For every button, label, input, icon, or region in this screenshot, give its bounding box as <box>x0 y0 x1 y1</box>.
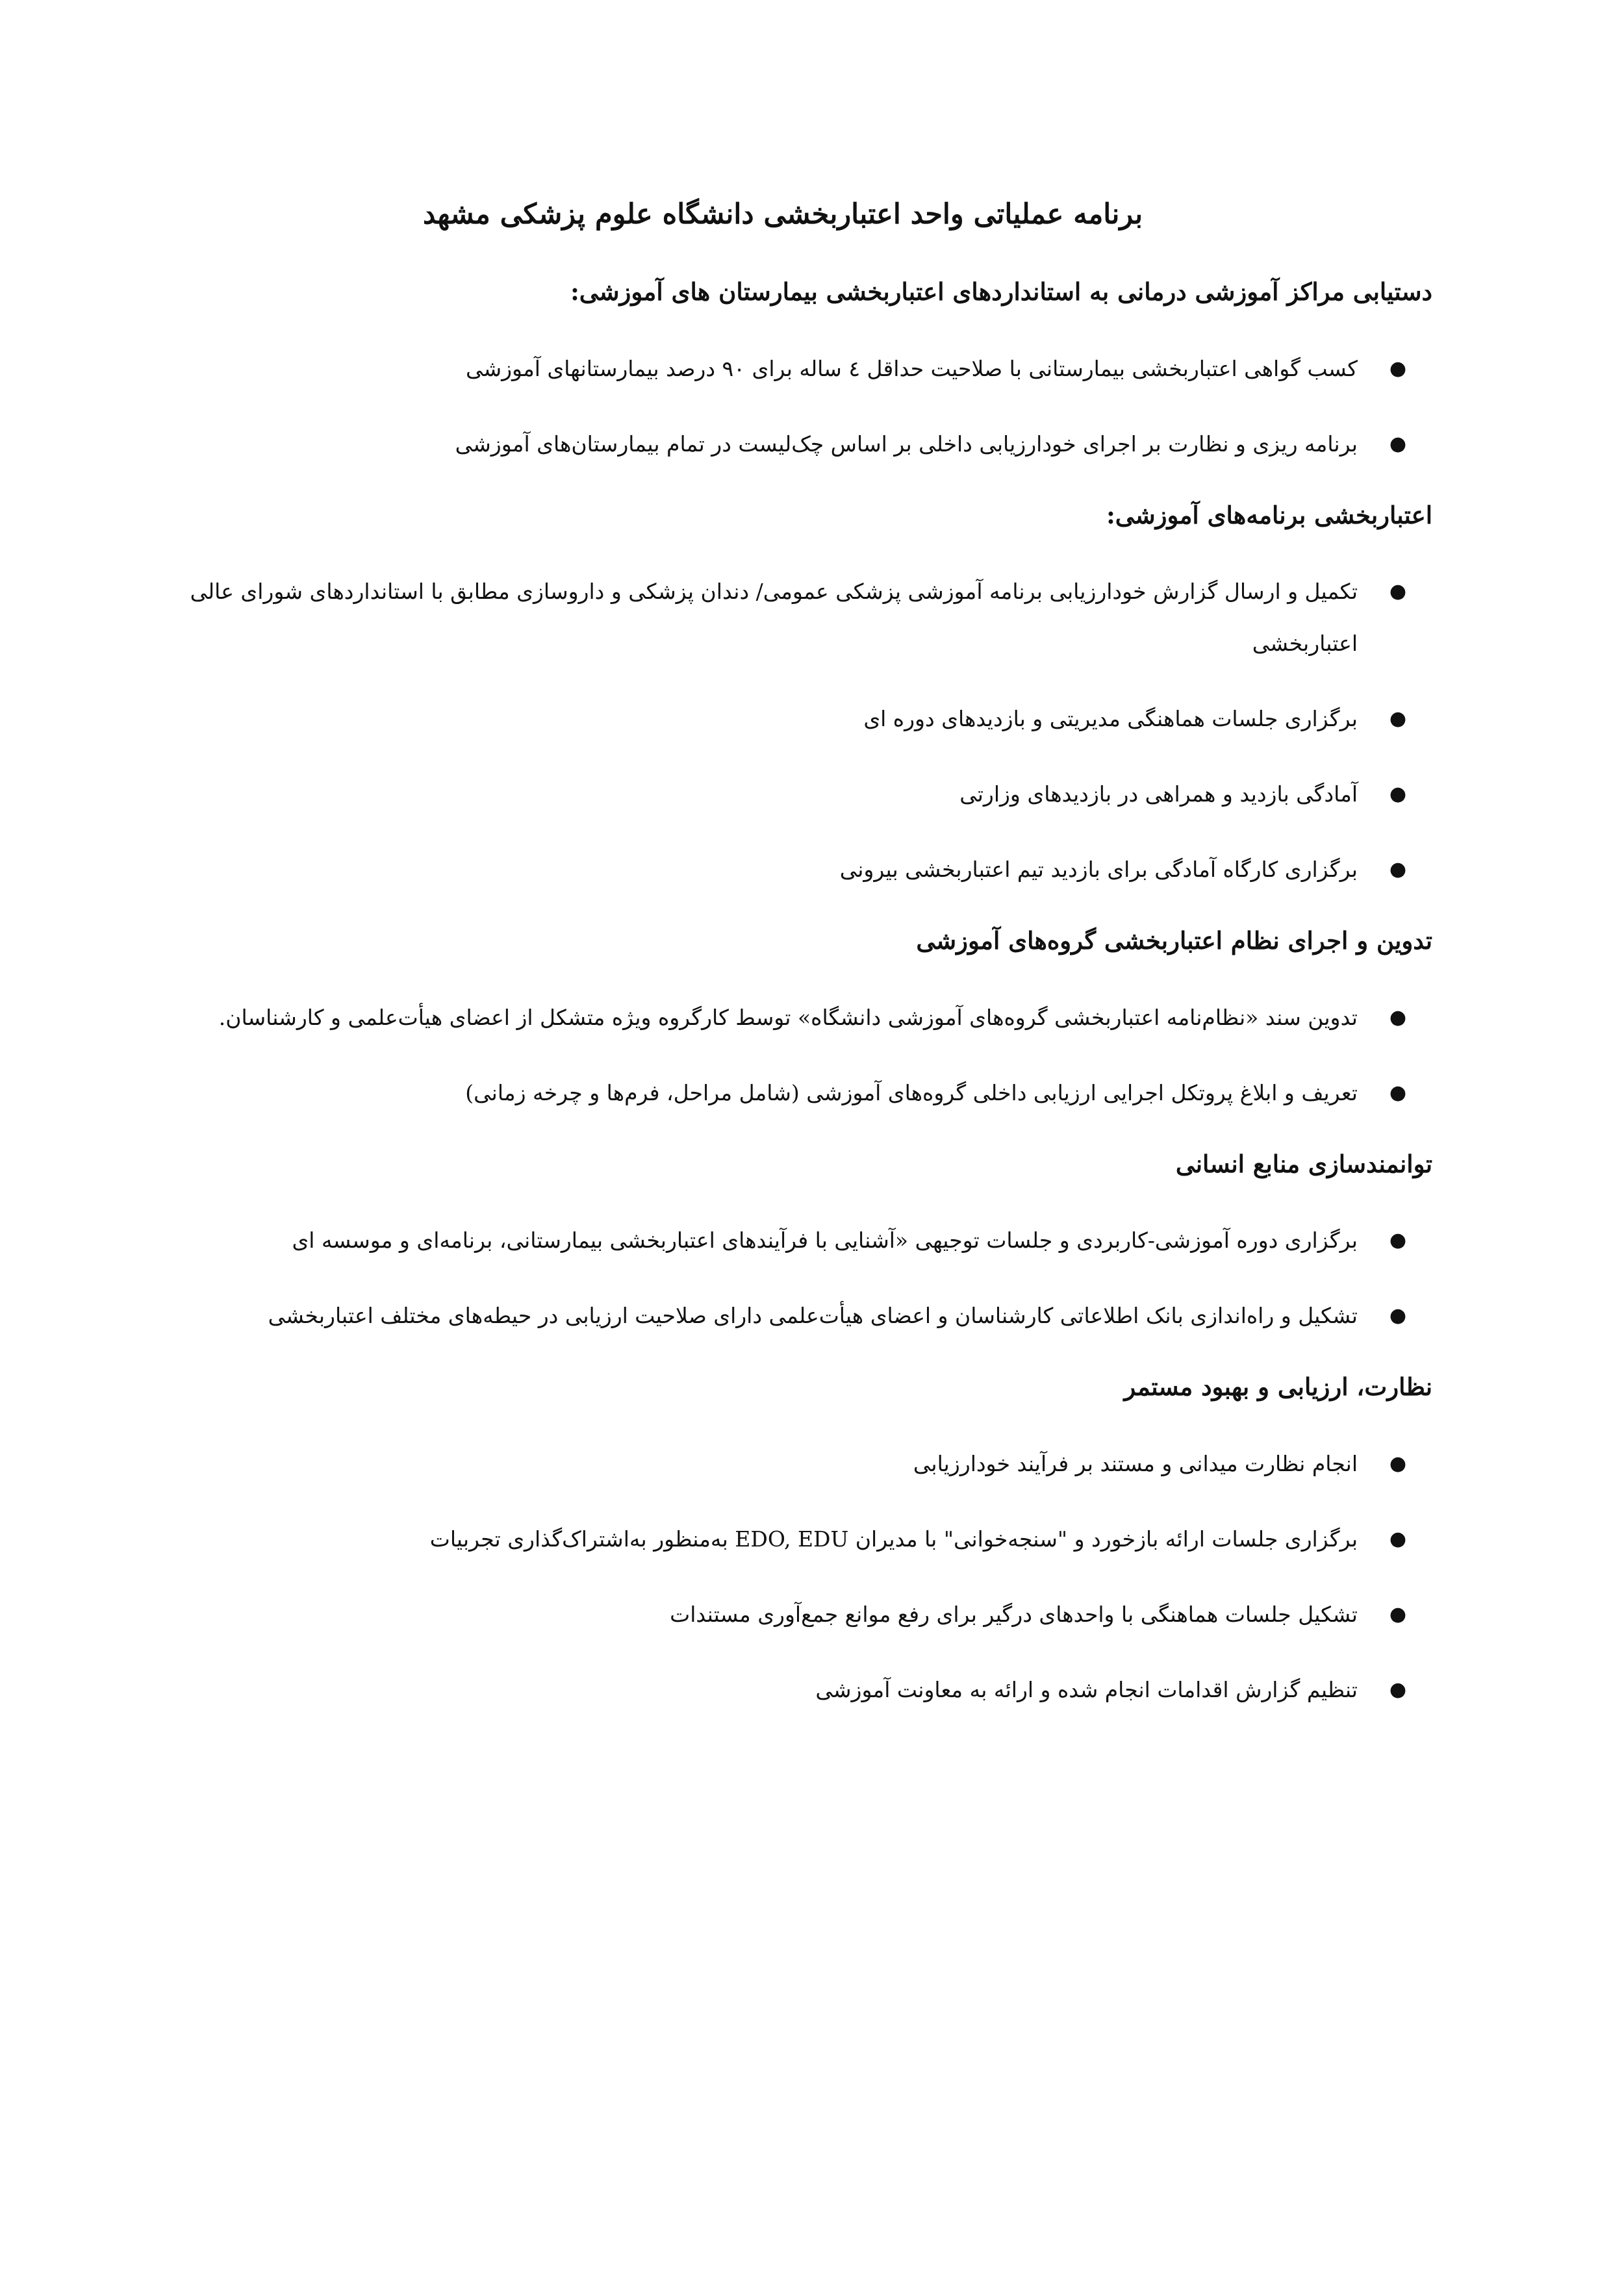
list-item-text: برگزاری دوره آموزشی-کاربردی و جلسات توجیهی «آشنایی با فرآیندهای اعتباربخشی بیمارستانی، برنامه‌ای و موسسه ای <box>292 1228 1358 1254</box>
bullet-list <box>159 343 1432 470</box>
list-item <box>159 992 1432 1044</box>
list-item <box>159 1067 1432 1119</box>
list-item-text: برگزاری کارگاه آمادگی برای بازدید تیم اعتباربخشی بیرونی <box>839 857 1358 883</box>
bullet-icon: ● <box>1389 1081 1406 1104</box>
list-item-text: تنظیم گزارش اقدامات انجام شده و ارائه به معاونت آموزشی <box>815 1676 1358 1702</box>
list-item <box>159 693 1432 745</box>
list-item-text: برگزاری جلسات ارائه بازخورد و "سنجه‌خوانی" با مدیران EDO, EDU به‌منظور به‌اشتراک‌گذاری تجربیات <box>429 1526 1358 1552</box>
section-1 <box>159 274 1432 470</box>
bullet-icon: ● <box>1389 1005 1406 1029</box>
bullet-list <box>159 1438 1432 1716</box>
list-item <box>159 566 1432 670</box>
section-3 <box>159 923 1432 1119</box>
list-item <box>159 1290 1432 1342</box>
list-item-text: برنامه ریزی و نظارت بر اجرای خودارزیابی داخلی بر اساس چک‌لیست در تمام بیمارستان‌های آموزشی <box>455 431 1358 457</box>
bullet-icon: ● <box>1389 357 1406 380</box>
sections-container <box>159 274 1432 1716</box>
list-item-text: تشکیل جلسات هماهنگی با واحدهای درگیر برای رفع موانع جمع‌آوری مستندات <box>670 1601 1358 1627</box>
section-5 <box>159 1369 1432 1716</box>
list-item-text: تدوین سند «نظام‌نامه اعتباربخشی گروه‌های آموزشی دانشگاه» توسط کارگروه ویژه متشکل از اعضای هیأت‌علمی و کارشناسان. <box>218 1004 1358 1030</box>
bullet-icon: ● <box>1389 1304 1406 1328</box>
bullet-icon: ● <box>1389 432 1406 455</box>
section-heading: نظارت، ارزیابی و بهبود مستمر <box>1124 1372 1432 1402</box>
bullet-icon: ● <box>1389 1602 1406 1626</box>
list-item <box>159 1438 1432 1490</box>
list-item <box>159 844 1432 896</box>
list-item-text: تکمیل و ارسال گزارش خودارزیابی برنامه آموزشی پزشکی عمومی/ دندان پزشکی و داروسازی مطابق با استانداردهای شورای عالی اعتباربخشی <box>190 579 1358 657</box>
bullet-icon: ● <box>1389 580 1406 603</box>
list-item-text: انجام نظارت میدانی و مستند بر فرآیند خودارزیابی <box>913 1450 1358 1476</box>
section-4 <box>159 1146 1432 1343</box>
list-item-text: برگزاری جلسات هماهنگی مدیریتی و بازدیدهای دوره ای <box>863 706 1358 732</box>
list-item-text: کسب گواهی اعتباربخشی بیمارستانی با صلاحیت حداقل ٤ ساله برای ۹۰ درصد بیمارستانهای آموزشی <box>465 355 1358 381</box>
section-heading: اعتباربخشی برنامه‌های آموزشی: <box>1106 500 1432 529</box>
bullet-list <box>159 566 1432 896</box>
bullet-icon: ● <box>1389 1452 1406 1475</box>
list-item-text: تعریف و ابلاغ پروتکل اجرایی ارزیابی داخلی گروه‌های آموزشی (شامل مراحل، فرم‌ها و چرخه زمانی) <box>465 1079 1358 1105</box>
bullet-icon: ● <box>1389 783 1406 806</box>
bullet-icon: ● <box>1389 707 1406 731</box>
document-content <box>159 195 1432 1743</box>
bullet-list <box>159 992 1432 1119</box>
bullet-icon: ● <box>1389 1678 1406 1701</box>
list-item <box>159 1589 1432 1641</box>
list-item <box>159 1215 1432 1267</box>
list-item-text: تشکیل و راه‌اندازی بانک اطلاعاتی کارشناسان و اعضای هیأت‌علمی دارای صلاحیت ارزیابی در حیطه‌های مختلف اعتباربخشی <box>268 1303 1358 1329</box>
list-item <box>159 1664 1432 1716</box>
list-item <box>159 768 1432 820</box>
list-item <box>159 1513 1432 1565</box>
page-title: برنامه عملیاتی واحد اعتباربخشی دانشگاه علوم پزشکی مشهد <box>422 198 1143 231</box>
bullet-icon: ● <box>1389 858 1406 881</box>
list-item-text: آمادگی بازدید و همراهی در بازدیدهای وزارتی <box>959 781 1358 807</box>
section-heading: توانمندسازی منابع انسانی <box>1175 1149 1432 1178</box>
bullet-icon: ● <box>1389 1229 1406 1252</box>
bullet-icon: ● <box>1389 1527 1406 1550</box>
section-2 <box>159 498 1432 896</box>
list-item <box>159 418 1432 470</box>
list-item <box>159 343 1432 395</box>
bullet-list <box>159 1215 1432 1342</box>
section-heading: تدوین و اجرای نظام اعتباربخشی گروه‌های آموزشی <box>916 926 1432 955</box>
section-heading: دستیابی مراکز آموزشی درمانی به استانداردهای اعتباربخشی بیمارستان های آموزشی: <box>570 277 1432 307</box>
